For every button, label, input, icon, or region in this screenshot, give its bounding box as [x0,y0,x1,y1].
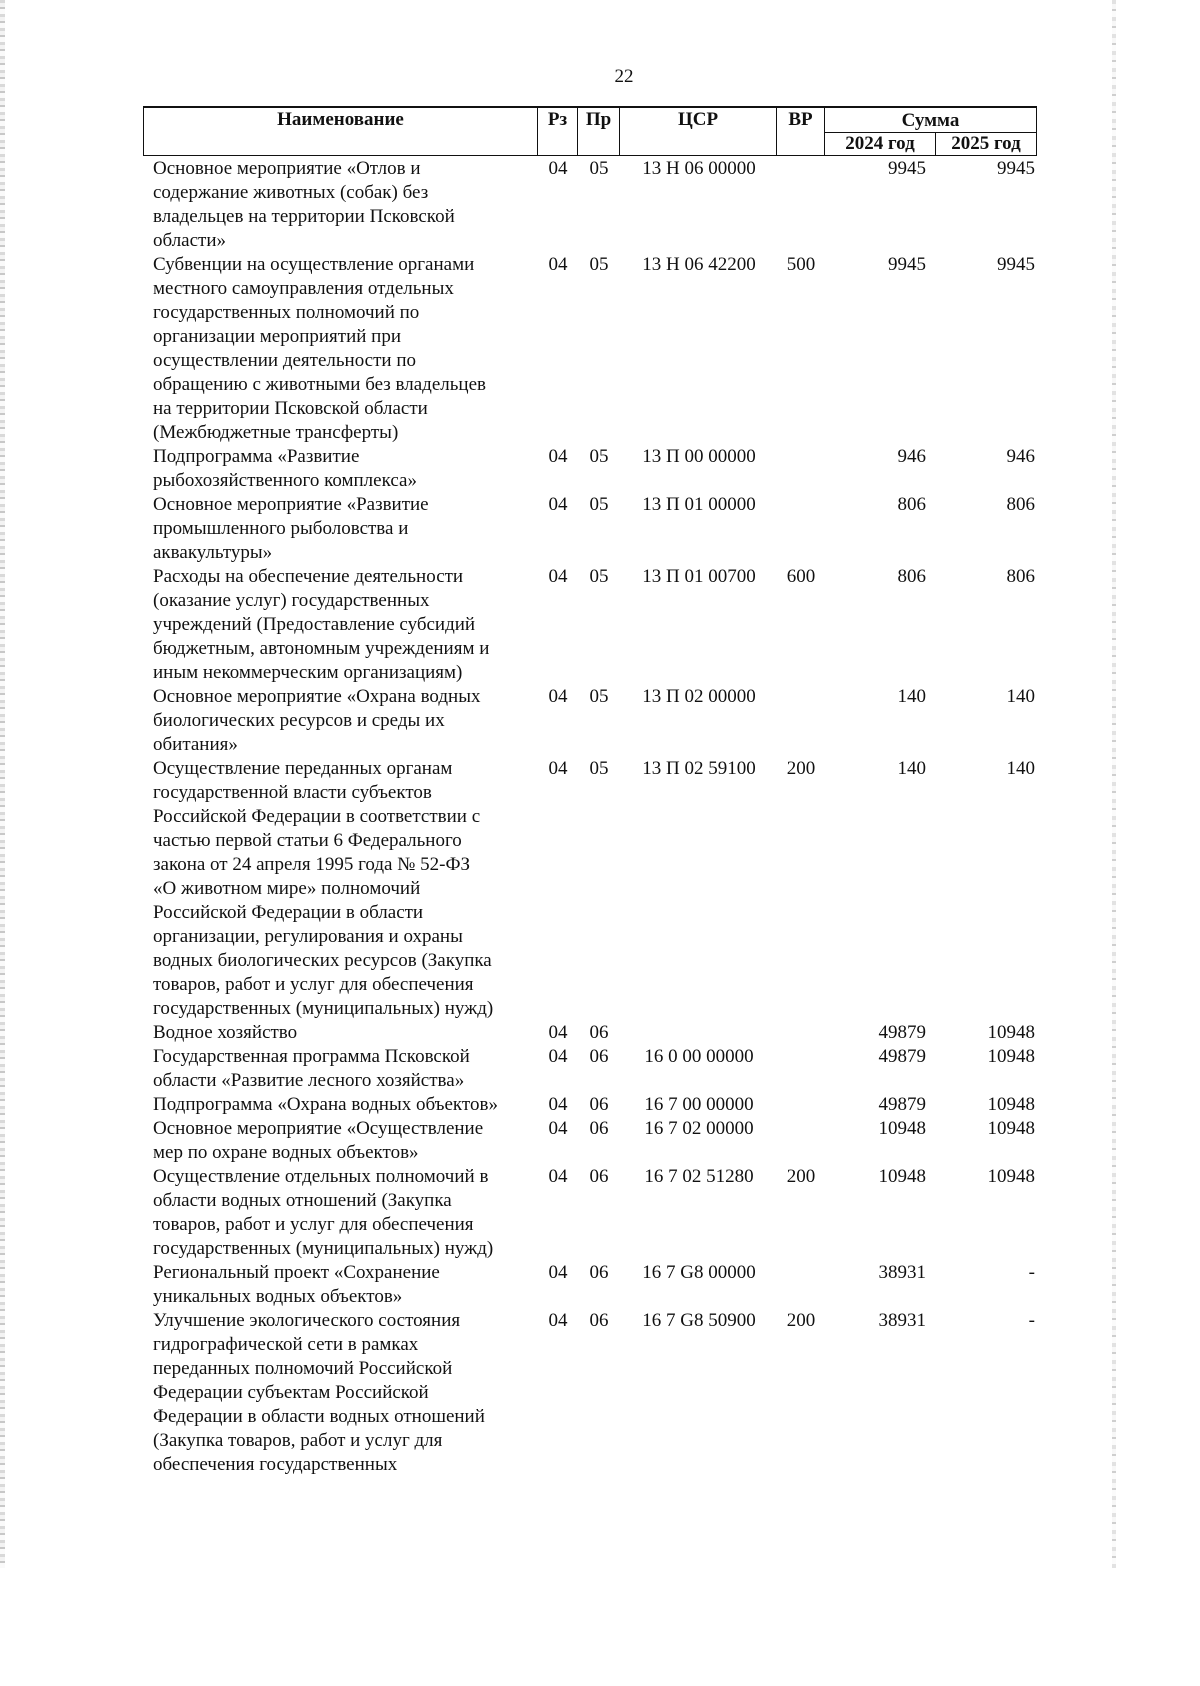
row-name [153,1021,525,1045]
header-pr: Пр [585,109,612,130]
row-rz: 04 [548,1118,568,1139]
row-name-line: владельцев на территории Псковской [153,206,455,227]
table-row [0,1261,1116,1309]
row-name-line: водных биологических ресурсов (Закупка [153,950,492,971]
row-name-line: (Закупка товаров, работ и услуг для [153,1430,443,1451]
row-name [153,493,525,565]
row-name [153,685,525,757]
row-csr: 16 7 02 00000 [644,1118,754,1139]
row-name-line: Региональный проект «Сохранение [153,1262,440,1283]
row-sum-2025: 140 [1006,686,1035,707]
row-sum-2024: 10948 [878,1118,926,1139]
row-name-line: (оказание услуг) государственных [153,590,430,611]
row-name-line: обитания» [153,734,238,755]
row-name-line: (Межбюджетные трансферты) [153,422,399,443]
row-name [153,1093,525,1117]
row-sum-2024: 38931 [878,1262,926,1283]
row-rz: 04 [548,686,568,707]
row-name-line: государственных (муниципальных) нужд) [153,998,494,1019]
row-name-line: организации мероприятий при [153,326,402,347]
row-sum-2025: 10948 [987,1046,1035,1067]
row-name [153,565,525,685]
row-pr: 05 [589,446,609,467]
row-name [153,1261,525,1309]
row-name-line: содержание животных (собак) без [153,182,429,203]
row-sum-2024: 38931 [878,1310,926,1331]
row-name-line: Основное мероприятие «Отлов и [153,158,421,179]
row-pr: 05 [589,254,609,275]
row-name-line: уникальных водных объектов» [153,1286,403,1307]
row-rz: 04 [548,1046,568,1067]
row-csr: 13 Н 06 42200 [642,254,756,275]
row-name-line: гидрографической сети в рамках [153,1334,419,1355]
header-bottom-border [143,155,1037,156]
row-name-line: Подпрограмма «Развитие [153,446,360,467]
row-rz: 04 [548,758,568,779]
row-pr: 06 [589,1046,609,1067]
table-row [0,1309,1116,1477]
row-rz: 04 [548,1310,568,1331]
row-name [153,1165,525,1261]
row-sum-2025: 9945 [997,254,1035,275]
row-name-line: бюджетным, автономным учреждениям и [153,638,490,659]
row-name-line: частью первой статьи 6 Федерального [153,830,462,851]
row-sum-2025: 10948 [987,1118,1035,1139]
table-row [0,757,1116,1021]
row-pr: 05 [589,494,609,515]
row-sum-2024: 10948 [878,1166,926,1187]
row-rz: 04 [548,254,568,275]
row-pr: 06 [589,1262,609,1283]
row-name-line: промышленного рыболовства и [153,518,409,539]
row-pr: 05 [589,566,609,587]
row-name [153,445,525,493]
row-name-line: Федерации субъектам Российской [153,1382,429,1403]
row-vr: 200 [786,758,816,779]
row-name-line: Осуществление отдельных полномочий в [153,1166,489,1187]
row-name-line: местного самоуправления отдельных [153,278,454,299]
row-rz: 04 [548,1166,568,1187]
row-name-line: Водное хозяйство [153,1022,298,1043]
row-name-line: Улучшение экологического состояния [153,1310,461,1331]
row-vr: 200 [786,1166,816,1187]
row-name-line: рыбохозяйственного комплекса» [153,470,417,491]
row-pr: 05 [589,686,609,707]
row-csr: 16 7 G8 50900 [642,1310,756,1331]
row-name-line: области водных отношений (Закупка [153,1190,452,1211]
row-name-line: товаров, работ и услуг для обеспечения [153,974,474,995]
row-rz: 04 [548,494,568,515]
table-row [0,1045,1116,1093]
table-row [0,1021,1116,1045]
row-name-line: государственной власти субъектов [153,782,432,803]
header-vr: ВР [788,109,813,130]
row-name-line: «О животном мире» полномочий [153,878,421,899]
table-row [0,1093,1116,1117]
row-csr: 16 7 G8 00000 [642,1262,756,1283]
row-name-line: Расходы на обеспечение деятельности [153,566,464,587]
row-name-line: Осуществление переданных органам [153,758,453,779]
header-year-2024: 2024 год [845,133,915,154]
table-row [0,1165,1116,1261]
row-rz: 04 [548,158,568,179]
row-pr: 06 [589,1166,609,1187]
row-vr: 500 [786,254,816,275]
table-row [0,445,1116,493]
row-name [153,1309,525,1477]
row-name-line: Российской Федерации в соответствии с [153,806,481,827]
row-name-line: Основное мероприятие «Осуществление [153,1118,484,1139]
row-name-line: переданных полномочий Российской [153,1358,453,1379]
row-name-line: государственных полномочий по [153,302,420,323]
header-csr: ЦСР [677,109,719,130]
row-name-line: осуществлении деятельности по [153,350,417,371]
row-sum-2025: 10948 [987,1166,1035,1187]
row-name-line: обеспечения государственных [153,1454,398,1475]
table-row [0,157,1116,253]
row-name [153,253,525,445]
row-sum-2024: 140 [897,758,926,779]
row-name-line: организации, регулирования и охраны [153,926,463,947]
row-name [153,157,525,253]
row-rz: 04 [548,1094,568,1115]
row-csr: 16 7 02 51280 [644,1166,754,1187]
row-pr: 06 [589,1022,609,1043]
row-sum-2024: 49879 [878,1046,926,1067]
row-name-line: Субвенции на осуществление органами [153,254,475,275]
table-row [0,1117,1116,1165]
row-sum-2025: 10948 [987,1022,1035,1043]
row-name-line: иным некоммерческим организациям) [153,662,463,683]
page-number: 22 [614,66,634,87]
row-sum-2025: - [1028,1310,1035,1331]
row-sum-2024: 49879 [878,1022,926,1043]
header-border-right [1036,106,1037,156]
row-pr: 05 [589,758,609,779]
row-name-line: товаров, работ и услуг для обеспечения [153,1214,474,1235]
row-name [153,1045,525,1093]
row-name-line: аквакультуры» [153,542,273,563]
row-csr: 13 П 02 59100 [642,758,756,779]
row-name-line: мер по охране водных объектов» [153,1142,419,1163]
table-row [0,565,1116,685]
row-name-line: Основное мероприятие «Охрана водных [153,686,481,707]
row-name-line: Федерации в области водных отношений [153,1406,485,1427]
row-name-line: обращению с животными без владельцев [153,374,486,395]
row-sum-2024: 806 [897,494,926,515]
row-csr: 13 П 00 00000 [642,446,756,467]
row-sum-2024: 946 [897,446,926,467]
row-sum-2024: 49879 [878,1094,926,1115]
row-sum-2025: 9945 [997,158,1035,179]
row-csr: 13 П 02 00000 [642,686,756,707]
row-sum-2024: 806 [897,566,926,587]
table-row [0,493,1116,565]
row-sum-2024: 9945 [888,254,926,275]
row-sum-2025: 10948 [987,1094,1035,1115]
row-rz: 04 [548,566,568,587]
row-sum-2025: 140 [1006,758,1035,779]
row-name [153,1117,525,1165]
table-row [0,685,1116,757]
table-body [0,157,1116,1477]
row-pr: 06 [589,1118,609,1139]
row-name-line: Основное мероприятие «Развитие [153,494,429,515]
row-vr: 200 [786,1310,816,1331]
row-csr: 16 0 00 00000 [644,1046,754,1067]
table-header [143,106,1037,156]
row-name-line: государственных (муниципальных) нужд) [153,1238,494,1259]
row-rz: 04 [548,446,568,467]
header-year-2025: 2025 год [951,133,1021,154]
row-pr: 05 [589,158,609,179]
row-name-line: области» [153,230,227,251]
header-name: Наименование [277,109,404,130]
row-vr: 600 [786,566,816,587]
row-name-line: закона от 24 апреля 1995 года № 52-ФЗ [153,854,470,875]
header-sum: Сумма [901,110,960,131]
row-csr: 13 П 01 00700 [642,566,756,587]
row-name [153,757,525,1021]
row-sum-2024: 140 [897,686,926,707]
row-pr: 06 [589,1310,609,1331]
table-row [0,253,1116,445]
row-name-line: Государственная программа Псковской [153,1046,470,1067]
header-rz: Рз [547,109,568,130]
row-rz: 04 [548,1262,568,1283]
row-csr: 16 7 00 00000 [644,1094,754,1115]
row-sum-2025: 946 [1006,446,1035,467]
row-name-line: Российской Федерации в области [153,902,424,923]
row-sum-2025: 806 [1006,494,1035,515]
row-name-line: учреждений (Предоставление субсидий [153,614,476,635]
row-csr: 13 П 01 00000 [642,494,756,515]
row-sum-2024: 9945 [888,158,926,179]
row-sum-2025: 806 [1006,566,1035,587]
header-top-border [143,106,1037,108]
row-name-line: биологических ресурсов и среды их [153,710,445,731]
row-sum-2025: - [1028,1262,1035,1283]
row-pr: 06 [589,1094,609,1115]
row-name-line: области «Развитие лесного хозяйства» [153,1070,465,1091]
row-rz: 04 [548,1022,568,1043]
row-name-line: Подпрограмма «Охрана водных объектов» [153,1094,498,1115]
row-csr: 13 Н 06 00000 [642,158,756,179]
row-name-line: на территории Псковской области [153,398,428,419]
